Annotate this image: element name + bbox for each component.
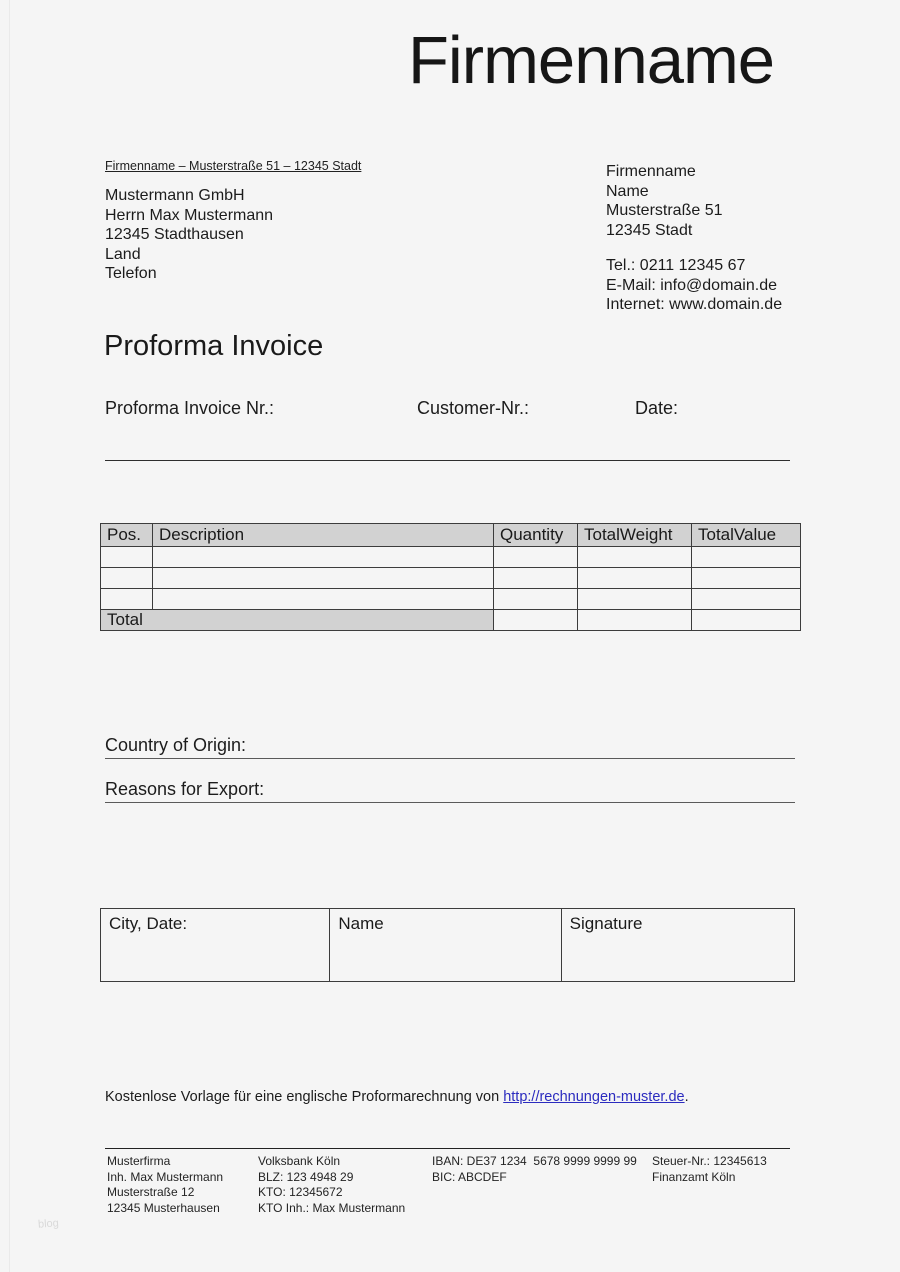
recipient-line: Mustermann GmbH [105, 187, 245, 204]
company-address-block [606, 162, 722, 240]
col-header-description: Description [153, 524, 494, 547]
footer-line: Musterfirma [107, 1154, 171, 1168]
cell-description [153, 568, 494, 589]
name-cell: Name [330, 909, 561, 981]
cell-totalvalue [692, 547, 801, 568]
customer-number-label: Customer-Nr.: [417, 398, 530, 418]
sender-return-address: Firmenname – Musterstraße 51 – 12345 Stadt [105, 159, 362, 173]
footer-company-column [107, 1154, 223, 1216]
footer-line: BIC: ABCDEF [432, 1169, 507, 1184]
cell-totalweight [578, 547, 692, 568]
footer-divider-line [105, 1148, 790, 1149]
footer-line: BLZ: 123 4948 29 [258, 1169, 354, 1184]
footer-tax-column [652, 1154, 767, 1185]
footer-line: KTO: 12345672 [258, 1185, 343, 1199]
recipient-address-block [105, 186, 273, 284]
company-contact-block [606, 256, 782, 315]
footnote-text: Kostenlose Vorlage für eine englische Proformarechnung von [105, 1089, 504, 1105]
page-title: Proforma Invoice [104, 330, 324, 362]
cell-totalvalue [692, 589, 801, 610]
total-label-cell: Total [101, 610, 494, 631]
footer-line: Inh. Max Mustermann [107, 1169, 224, 1184]
footer-line: Volksbank Köln [258, 1154, 341, 1168]
reasons-for-export-label: Reasons for Export: [105, 779, 265, 799]
footer-bank-column [258, 1154, 405, 1216]
signature-cell: Signature [569, 914, 643, 933]
company-line: Name [606, 182, 649, 200]
footer-line: 12345 Musterhausen [107, 1200, 220, 1215]
footer-line: Steuer-Nr.: 12345613 [652, 1154, 767, 1168]
reasons-for-export-fill-line [105, 802, 795, 803]
rechnungen-muster-link[interactable]: http://rechnungen-muster.de [503, 1089, 685, 1105]
cell-pos [101, 568, 153, 589]
cell-total-value [692, 610, 801, 631]
city-date-cell: City, Date: [101, 909, 330, 981]
cell-description [153, 547, 494, 568]
country-of-origin-label: Country of Origin: [105, 735, 247, 755]
items-total-row [101, 610, 801, 631]
cell-pos [101, 547, 153, 568]
company-line: 12345 Stadt [606, 221, 693, 239]
col-header-totalvalue: TotalValue [692, 524, 801, 547]
footer-line: Musterstraße 12 [107, 1185, 195, 1199]
footer-iban-column [432, 1154, 637, 1185]
company-phone: Tel.: 0211 12345 67 [606, 257, 746, 274]
country-of-origin-fill-line [105, 758, 795, 759]
cell-total-quantity [494, 610, 578, 631]
signature-table [100, 908, 795, 982]
items-empty-row [101, 589, 801, 610]
cell-pos [101, 589, 153, 610]
footnote-period: . [684, 1089, 689, 1105]
recipient-line: Telefon [105, 265, 157, 282]
footer-line: Finanzamt Köln [652, 1169, 736, 1184]
items-empty-row [101, 568, 801, 589]
company-email: E-Mail: info@domain.de [606, 276, 777, 294]
recipient-line: Herrn Max Mustermann [105, 206, 274, 224]
invoice-number-label: Proforma Invoice Nr.: [105, 398, 275, 418]
footer-line: IBAN: DE37 1234 5678 9999 9999 99 [432, 1154, 637, 1168]
company-line: Firmenname [606, 163, 696, 180]
company-title: Firmenname [408, 23, 775, 98]
cell-description [153, 589, 494, 610]
col-header-pos: Pos. [101, 524, 153, 547]
items-header-row [101, 524, 801, 547]
recipient-line: 12345 Stadthausen [105, 226, 244, 243]
items-empty-row [101, 547, 801, 568]
footer-line: KTO Inh.: Max Mustermann [258, 1200, 406, 1215]
cell-quantity [494, 568, 578, 589]
company-website: Internet: www.domain.de [606, 296, 783, 313]
date-label: Date: [635, 398, 679, 418]
cell-totalvalue [692, 568, 801, 589]
template-footnote [105, 1089, 689, 1105]
scan-edge-line [9, 0, 10, 1272]
cell-total-weight [578, 610, 692, 631]
company-line: Musterstraße 51 [606, 202, 723, 219]
cell-totalweight [578, 589, 692, 610]
col-header-totalweight: TotalWeight [578, 524, 692, 547]
cell-quantity [494, 589, 578, 610]
recipient-line: Land [105, 245, 141, 263]
cell-totalweight [578, 568, 692, 589]
cell-quantity [494, 547, 578, 568]
blog-watermark: blog [37, 1217, 60, 1231]
col-header-quantity: Quantity [494, 524, 578, 547]
header-divider-line [105, 460, 790, 461]
items-table [100, 523, 801, 631]
